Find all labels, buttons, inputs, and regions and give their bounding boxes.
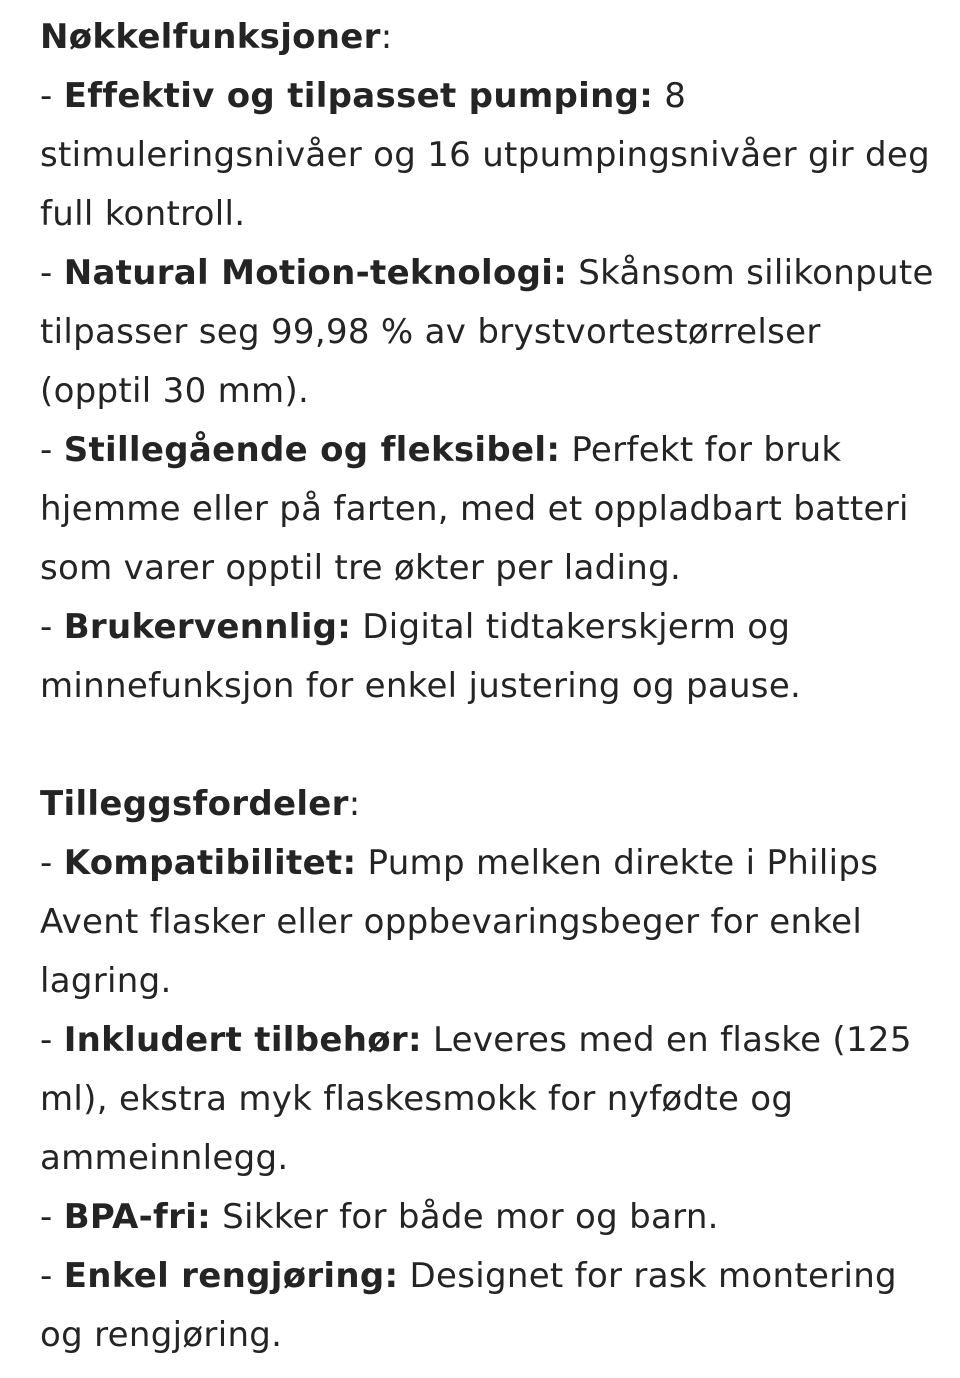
- list-dash: -: [40, 430, 64, 470]
- item-term: BPA-fri:: [63, 1197, 212, 1237]
- list-item: [40, 1188, 940, 1247]
- section-spacer: [40, 716, 940, 775]
- item-text: Digital tidtakerskjerm og minnefunksjon for enkel justering og pause.: [40, 607, 802, 706]
- list-dash: -: [40, 843, 64, 883]
- list-item: [40, 598, 940, 716]
- list-item: [40, 244, 940, 421]
- item-term: Inkludert tilbehør:: [63, 1020, 422, 1060]
- list-item: [40, 421, 940, 598]
- item-text: Perfekt for bruk hjemme eller på farten, med et oppladbart batteri som varer opptil tre økter per lading.: [40, 430, 909, 588]
- item-term: Brukervennlig:: [63, 607, 352, 647]
- list-dash: -: [40, 1020, 64, 1060]
- heading-text: Tilleggsfordeler: [40, 784, 349, 824]
- list-item: [40, 67, 940, 244]
- list-item: [40, 1011, 940, 1188]
- heading-colon: :: [348, 784, 361, 824]
- list-dash: -: [40, 1256, 64, 1296]
- item-term: Natural Motion-teknologi:: [63, 253, 568, 293]
- list-dash: -: [40, 76, 64, 116]
- list-item: [40, 834, 940, 1011]
- list-dash: -: [40, 1197, 64, 1237]
- heading-text: Nøkkelfunksjoner: [40, 17, 381, 57]
- product-description: [40, 8, 940, 1365]
- section-heading-key-features: [40, 8, 940, 67]
- item-text: Leveres med en flaske (125 ml), ekstra myk flaskesmokk for nyfødte og ammeinnlegg.: [40, 1020, 912, 1178]
- heading-colon: :: [380, 17, 393, 57]
- item-text: Skånsom silikonpute tilpasser seg 99,98 % av brystvortestørrelser (opptil 30 mm).: [40, 253, 934, 411]
- item-text: 8 stimuleringsnivåer og 16 utpumpingsnivåer gir deg full kontroll.: [40, 76, 930, 234]
- list-dash: -: [40, 607, 64, 647]
- item-term: Effektiv og tilpasset pumping:: [63, 76, 654, 116]
- item-text: Designet for rask montering og rengjøring.: [40, 1256, 897, 1355]
- item-term: Enkel rengjøring:: [63, 1256, 399, 1296]
- list-item: [40, 1247, 940, 1365]
- item-text: Sikker for både mor og barn.: [211, 1197, 719, 1237]
- item-term: Stillegående og fleksibel:: [63, 430, 561, 470]
- list-dash: -: [40, 253, 64, 293]
- item-text: Pump melken direkte i Philips Avent flasker eller oppbevaringsbeger for enkel lagring.: [40, 843, 879, 1001]
- section-heading-additional-benefits: [40, 775, 940, 834]
- item-term: Kompatibilitet:: [63, 843, 357, 883]
